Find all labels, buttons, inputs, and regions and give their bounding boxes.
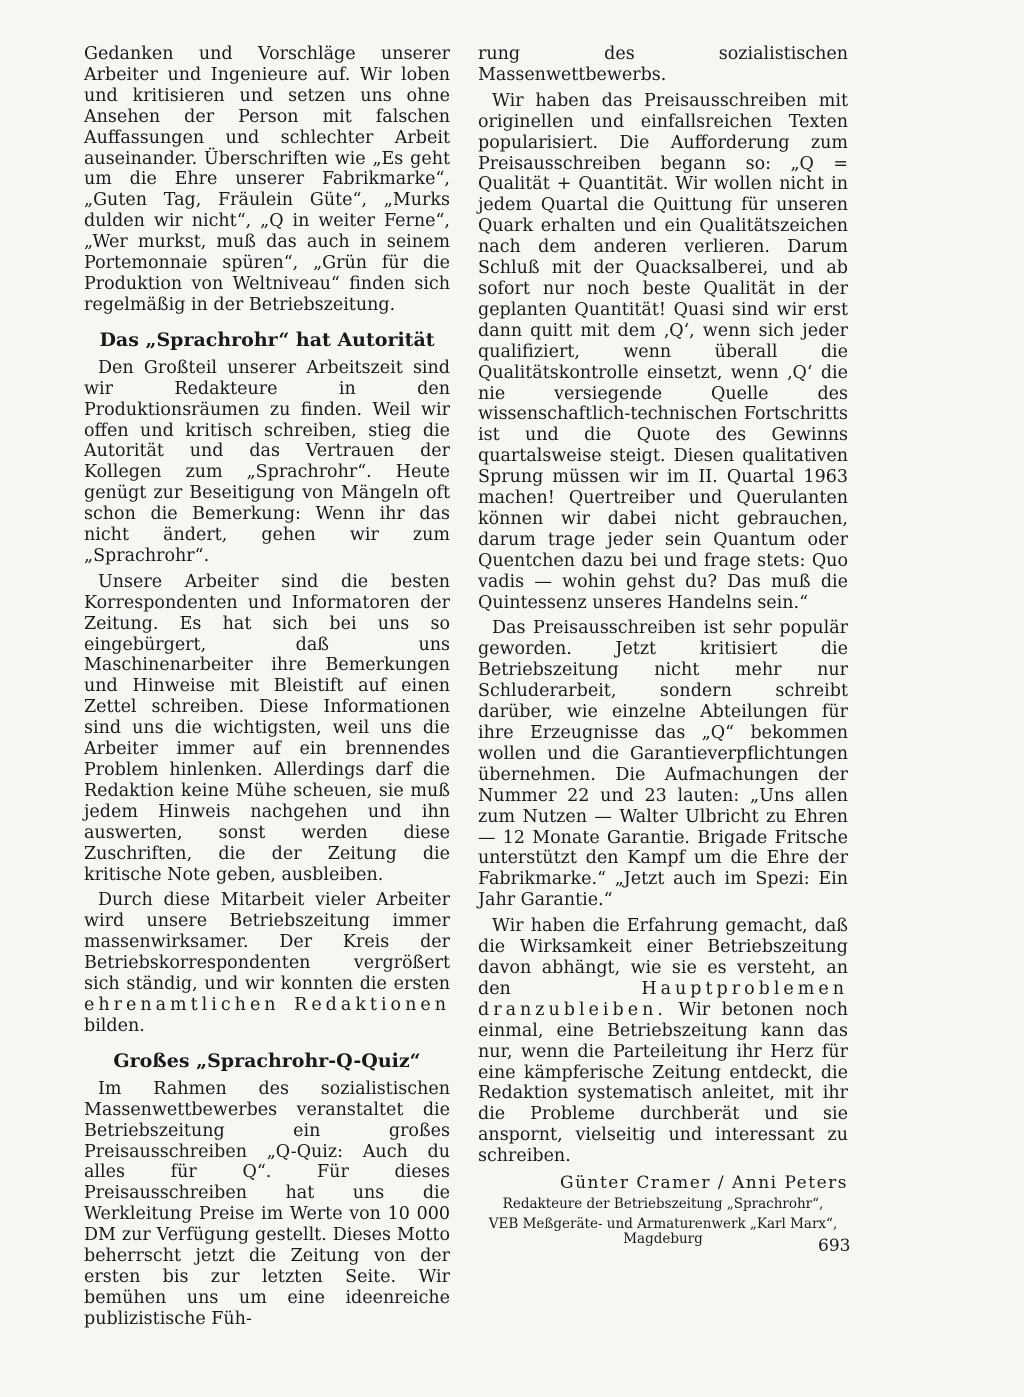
right-paragraph-1: rung des sozialistischen Massenwettbewerbs. bbox=[478, 44, 848, 85]
left-paragraph-3: Unsere Arbeiter sind die besten Korrespondenten und Informatoren der Zeitung. Es hat sich bei uns so eingebürgert, daß uns Maschinenarbeiter ihre Bemerkungen und Hinweise mit Bleistift auf einen Zettel schreiben. Diese Informationen sind uns die wichtigsten, weil uns die Arbeiter immer auf ein brennendes Problem hinlenken. Allerdings darf die Redaktion keine Mühe scheuen, sie muß jedem Hinweis nachgehen und ihn auswerten, sonst werden diese Zuschriften, die der Zeitung die kritische Note geben, ausbleiben. bbox=[84, 571, 450, 885]
left-column bbox=[84, 44, 450, 1335]
right-paragraph-3: Das Preisausschreiben ist sehr populär geworden. Jetzt kritisiert die Betriebszeitung nicht mehr nur Schluderarbeit, sondern schreibt darüber, wie einzelne Abteilungen für ihre Erzeugnisse das „Q“ bekommen wollen und die Garantieverpflichtungen übernehmen. Die Aufmachungen der Nummer 22 und 23 lauten: „Uns allen zum Nutzen — Walter Ulbricht zu Ehren — 12 Monate Garantie. Brigade Fritsche unterstützt den Kampf um die Ehre der Fabrikmarke.“ „Jetzt auch im Spezi: Ein Jahr Garantie.“ bbox=[478, 618, 848, 911]
right-paragraph-4-end: Wir betonen noch einmal, eine Betriebszeitung kann das nur, wenn die Parteileitung ihr Herz für eine kämpferische Zeitung entdeckt, die Redaktion systematisch anleitet, mit ihr die Probleme durchberät und sie anspornt, vielseitig und interessant zu schreiben. bbox=[478, 999, 848, 1167]
left-paragraph-5: Im Rahmen des sozialistischen Massenwettbewerbes veranstaltet die Betriebszeitung ein großes Preisausschreiben „Q-Quiz: Auch du alles für Q“. Für dieses Preisausschreiben hat uns die Werkleitung Preise im Werte von 10 000 DM zur Verfügung gestellt. Dieses Motto beherrscht jetzt die Zeitung von der ersten bis zur letzten Seite. Wir bemühen uns um eine ideenreiche publizistische Füh- bbox=[84, 1078, 450, 1329]
right-paragraph-4-spaced: Hauptproblemen dranzubleiben. bbox=[478, 978, 848, 1020]
right-paragraph-4 bbox=[478, 916, 848, 1167]
right-paragraph-2: Wir haben das Preisausschreiben mit originellen und einfallsreichen Texten popularisiert. Die Aufforderung zum Preisausschreiben begann so: „Q = Qualität + Quantität. Wir wollen nicht in jedem Quartal die Quittung für unseren Quark erhalten und ein Qualitätszeichen nach dem anderen verlieren. Darum Schluß mit der Quacksalberei, und ab sofort nur noch beste Qualität in der geplanten Quantität! Quasi sind wir erst dann quitt mit dem ‚Q‘, wenn sich jeder qualifiziert, wenn überall die Qualitätskontrolle einsetzt, wenn ‚Q‘ die nie versiegende Quelle des wissenschaftlich-technischen Fortschritts ist und die Quote des Gewinns quartalsweise steigt. Diesen qualitativen Sprung müssen wir im II. Quartal 1963 machen! Quertreiber und Querulanten können wir dabei nicht gebrauchen, darum trage jeder sein Quantum oder Quentchen dazu bei und frage stets: Quo vadis — wohin gehst du? Das muß die Quintessenz unseres Handelns sein.“ bbox=[478, 90, 848, 613]
page-number: 693 bbox=[818, 1236, 851, 1256]
left-paragraph-4-start: Durch diese Mitarbeit vieler Arbeiter wird unsere Betriebszeitung immer massenwirksamer. Der Kreis der Betriebskorrespondenten vergrößert sich ständig, und wir konnten die ersten bbox=[84, 890, 450, 995]
left-paragraph-1: Gedanken und Vorschläge unserer Arbeiter und Ingenieure auf. Wir loben und kritisieren und setzen uns ohne Ansehen der Person mit falschen Auffassungen und schlechter Arbeit auseinander. Überschriften wie „Es geht um die Ehre unserer Fabrikmarke“, „Guten Tag, Fräulein Güte“, „Murks dulden wir nicht“, „Q in weiter Ferne“, „Wer murkst, muß das auch in seinem Portemonnaie spüren“, „Grün für die Produktion von Weltniveau“ finden sich regelmäßig in der Betriebszeitung. bbox=[84, 44, 450, 315]
left-paragraph-4 bbox=[84, 890, 450, 1036]
author-role-line-2: VEB Meßgeräte- und Armaturenwerk „Karl Marx“, Magdeburg bbox=[488, 1215, 838, 1248]
section-heading-sprachrohr-autoritaet: Das „Sprachrohr“ hat Autorität bbox=[99, 328, 435, 351]
left-paragraph-4-spaced: ehrenamtlichen Redaktionen bbox=[84, 994, 450, 1015]
right-paragraph-4-start: Wir haben die Erfahrung gemacht, daß die Wirksamkeit einer Betriebszeitung davon abhängt, wie sie es versteht, an den bbox=[478, 916, 848, 999]
left-paragraph-4-end: bilden. bbox=[84, 1015, 145, 1036]
right-column bbox=[478, 44, 848, 1248]
author-signature: Günter Cramer / Anni Peters bbox=[559, 1173, 848, 1194]
section-heading-q-quiz: Großes „Sprachrohr-Q-Quiz“ bbox=[113, 1049, 421, 1072]
author-role-line-1: Redakteure der Betriebszeitung „Sprachrohr“, bbox=[502, 1196, 824, 1213]
left-paragraph-2: Den Großteil unserer Arbeitszeit sind wir Redakteure in den Produktionsräumen zu finden. Weil wir offen und kritisch schreiben, stieg die Autorität und das Vertrauen der Kollegen zum „Sprachrohr“. Heute genügt zur Beseitigung von Mängeln oft schon die Bemerkung: Wenn ihr das nicht ändert, gehen wir zum „Sprachrohr“. bbox=[84, 357, 450, 566]
